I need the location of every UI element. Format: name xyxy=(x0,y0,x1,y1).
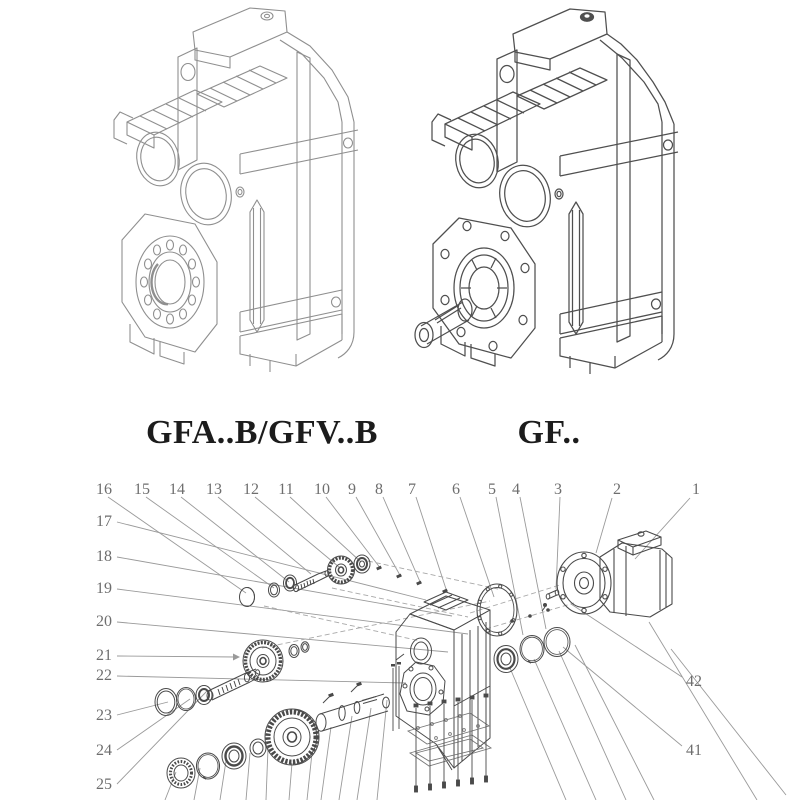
exploded-diagram xyxy=(108,497,786,800)
gearbox-left-figure xyxy=(114,8,358,372)
left-figure-label: GFA..B/GFV..B xyxy=(146,414,378,451)
callout-42: 42 xyxy=(686,673,702,690)
callout-8: 8 xyxy=(375,481,383,498)
callout-6: 6 xyxy=(452,481,460,498)
callout-24: 24 xyxy=(96,742,112,759)
callout-21: 21 xyxy=(96,647,112,664)
callout-1: 1 xyxy=(692,481,700,498)
callout-13: 13 xyxy=(206,481,222,498)
gearbox-right-figure xyxy=(415,9,678,374)
callout-41: 41 xyxy=(686,742,702,759)
callout-19: 19 xyxy=(96,580,112,597)
callout-2: 2 xyxy=(613,481,621,498)
output-side-rings xyxy=(477,584,570,673)
callout-16: 16 xyxy=(96,481,112,498)
callout-11: 11 xyxy=(278,481,294,498)
output-shaft-assembly xyxy=(167,662,401,788)
assembly-axis-lines xyxy=(262,561,574,648)
callout-7: 7 xyxy=(408,481,416,498)
callout-25: 25 xyxy=(96,776,112,793)
callout-14: 14 xyxy=(169,481,185,498)
output-flange xyxy=(433,218,535,358)
callout-4: 4 xyxy=(512,481,520,498)
motor xyxy=(557,531,672,617)
callout-23: 23 xyxy=(96,707,112,724)
callout-15: 15 xyxy=(134,481,150,498)
callout-10: 10 xyxy=(314,481,330,498)
callout-22: 22 xyxy=(96,667,112,684)
gasket-and-cover xyxy=(408,713,491,766)
callout-5: 5 xyxy=(488,481,496,498)
callout-9: 9 xyxy=(348,481,356,498)
callout-18: 18 xyxy=(96,548,112,565)
callout-20: 20 xyxy=(96,613,112,630)
callout-17: 17 xyxy=(96,513,112,530)
right-figure-label: GF.. xyxy=(517,414,581,451)
callout-12: 12 xyxy=(243,481,259,498)
hollow-bore-bearing xyxy=(136,236,204,328)
callout-3: 3 xyxy=(554,481,562,498)
